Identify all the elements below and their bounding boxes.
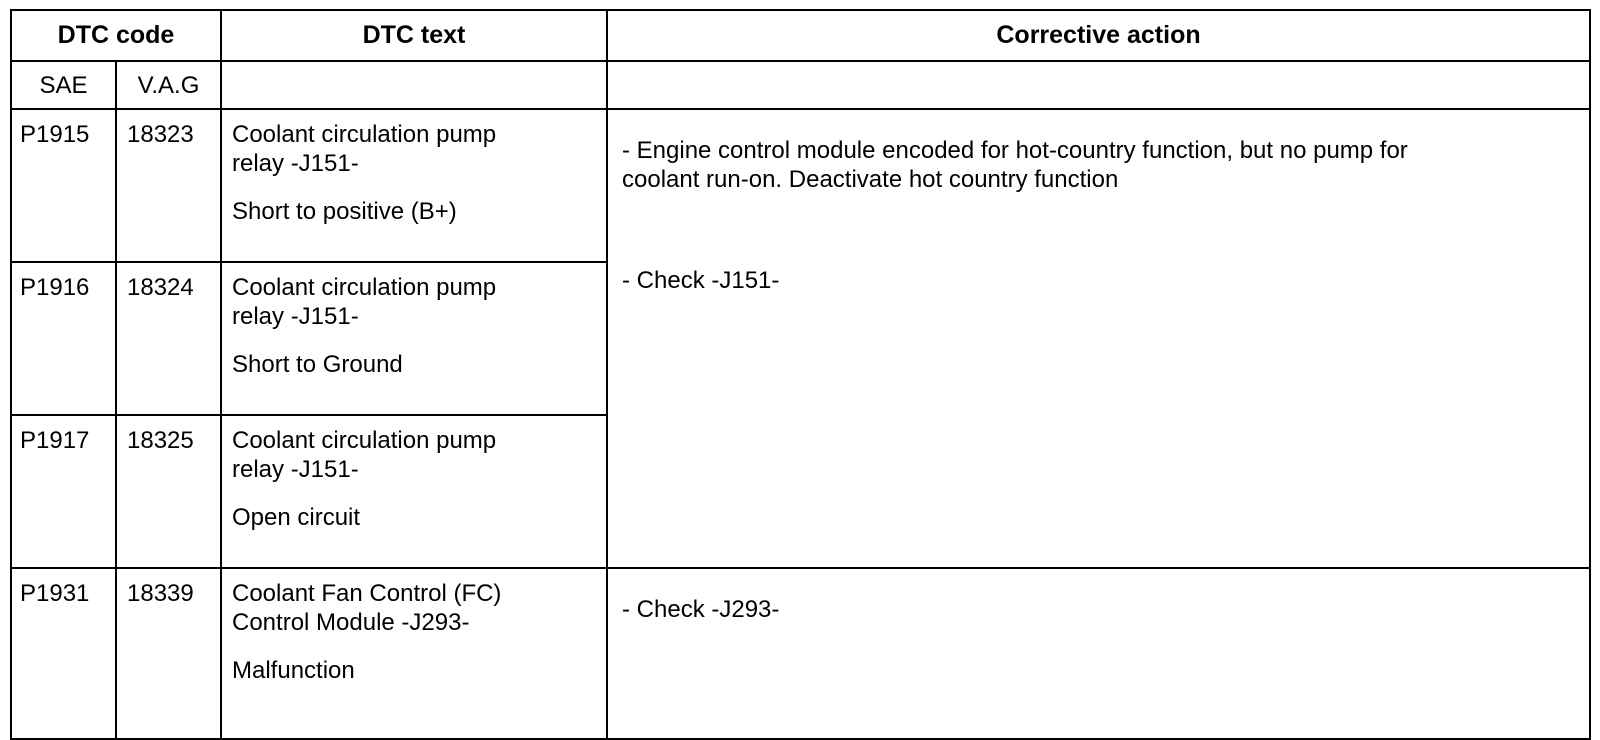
corrective-action-cell bbox=[607, 109, 1590, 568]
table-row bbox=[11, 109, 1590, 262]
subheader-vag: V.A.G bbox=[116, 61, 221, 109]
subheader-empty-text bbox=[221, 61, 607, 109]
subheader-row bbox=[11, 61, 1590, 109]
dtc-condition: Open circuit bbox=[232, 504, 361, 531]
dtc-condition: Malfunction bbox=[232, 657, 355, 684]
sae-code: P1916 bbox=[11, 262, 116, 415]
dtc-text-line2: relay -J151- bbox=[232, 303, 359, 330]
vag-code: 18325 bbox=[116, 415, 221, 568]
dtc-text-line2: relay -J151- bbox=[232, 150, 359, 177]
corrective-action-cell bbox=[607, 568, 1590, 739]
vag-code: 18339 bbox=[116, 568, 221, 739]
dtc-text-line1: Coolant circulation pump bbox=[232, 274, 497, 301]
dtc-text-line2: Control Module -J293- bbox=[232, 609, 470, 636]
dtc-text-line1: Coolant circulation pump bbox=[232, 427, 497, 454]
dtc-text-line1: Coolant circulation pump bbox=[232, 121, 497, 148]
sae-code: P1917 bbox=[11, 415, 116, 568]
vag-code: 18323 bbox=[116, 109, 221, 262]
action-line: coolant run-on. Deactivate hot country function bbox=[622, 166, 1119, 193]
header-dtc-text: DTC text bbox=[221, 10, 607, 61]
table-row bbox=[11, 568, 1590, 739]
dtc-text-cell bbox=[221, 568, 607, 739]
action-line: - Check -J293- bbox=[622, 596, 780, 623]
dtc-text-line2: relay -J151- bbox=[232, 456, 359, 483]
dtc-text-cell bbox=[221, 109, 607, 262]
action-line: - Check -J151- bbox=[622, 267, 780, 294]
dtc-condition: Short to positive (B+) bbox=[232, 198, 457, 225]
vag-code: 18324 bbox=[116, 262, 221, 415]
header-corrective-action: Corrective action bbox=[607, 10, 1590, 61]
dtc-text-cell bbox=[221, 415, 607, 568]
dtc-condition: Short to Ground bbox=[232, 351, 403, 378]
dtc-table bbox=[10, 9, 1591, 740]
subheader-sae: SAE bbox=[11, 61, 116, 109]
header-dtc-code: DTC code bbox=[11, 10, 221, 61]
dtc-text-line1: Coolant Fan Control (FC) bbox=[232, 580, 502, 607]
header-row bbox=[11, 10, 1590, 61]
sae-code: P1931 bbox=[11, 568, 116, 739]
subheader-empty-action bbox=[607, 61, 1590, 109]
dtc-text-cell bbox=[221, 262, 607, 415]
sae-code: P1915 bbox=[11, 109, 116, 262]
corrective-action-group bbox=[622, 136, 1575, 295]
action-line: - Engine control module encoded for hot-country function, but no pump for bbox=[622, 137, 1408, 164]
